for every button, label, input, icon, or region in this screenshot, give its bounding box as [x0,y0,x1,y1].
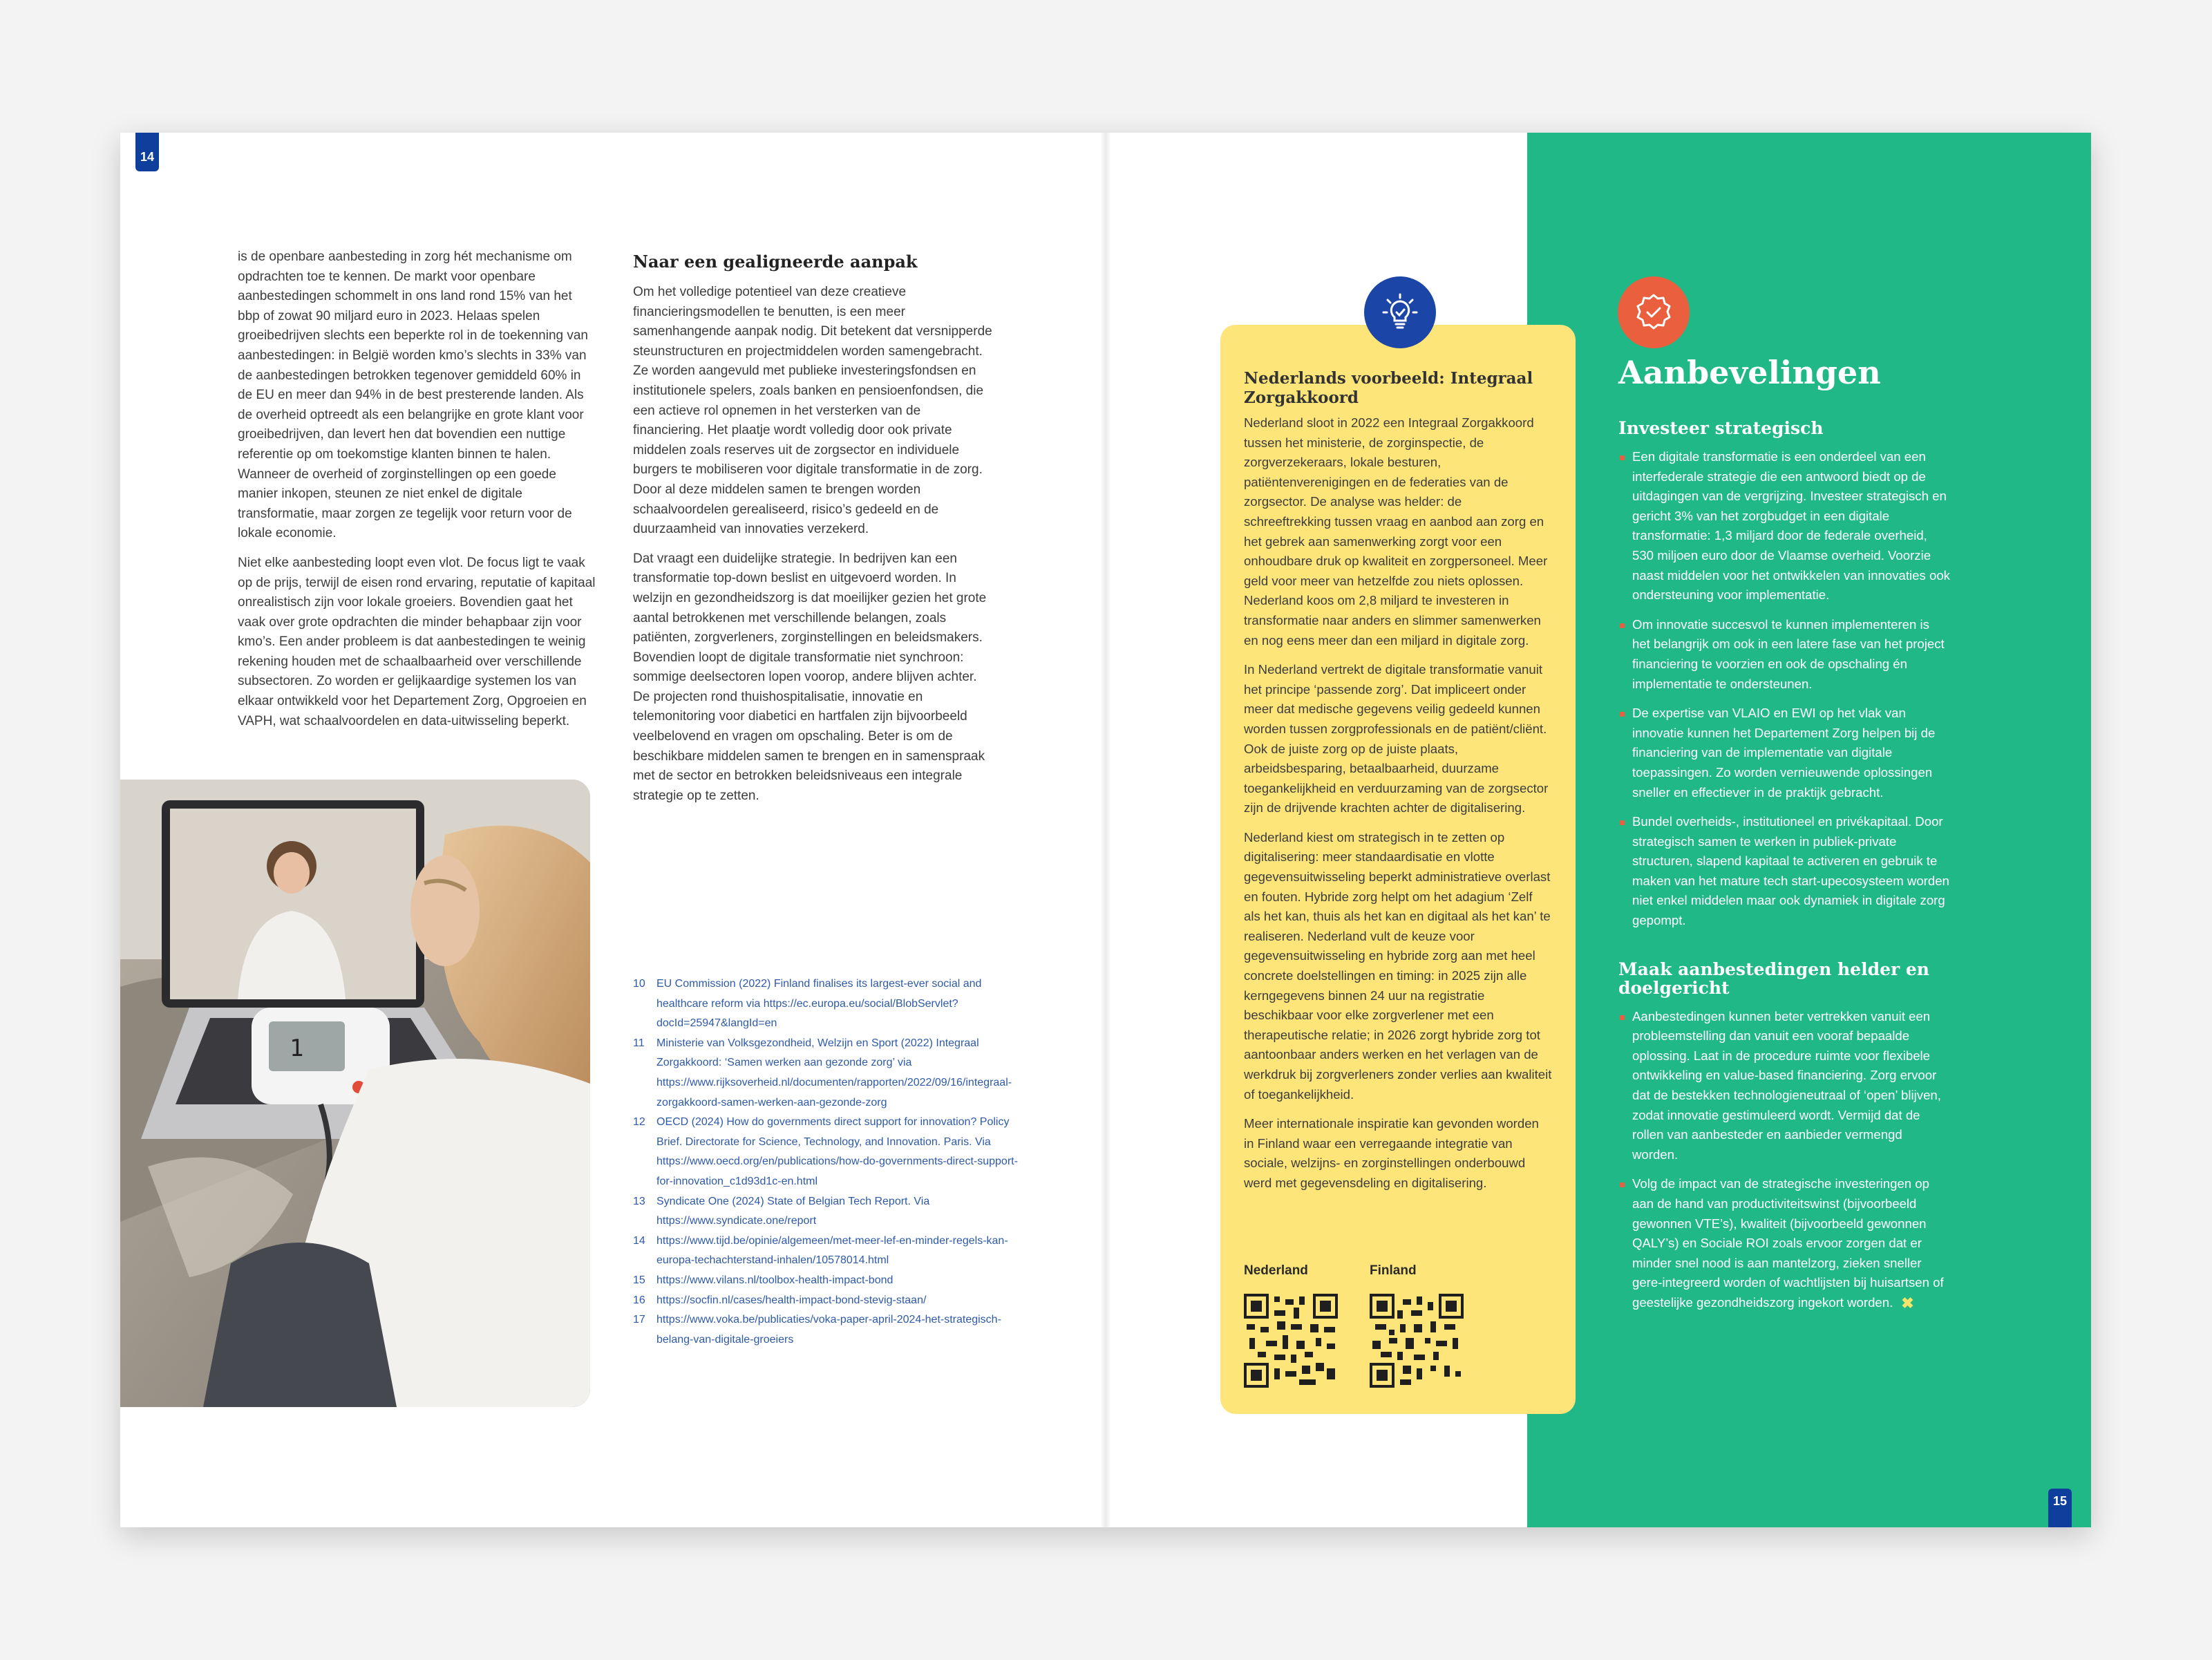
footnote-number: 12 [633,1116,645,1129]
recommendation-item: Een digitale transformatie is een onderdeel van een interfederale strategie die een antwoord biedt op de uitdagingen van de vergrijzing. Investeer strategisch en gericht 3% van het zorgbudget in een digitale transformatie: 1,3 miljard door de federale overheid, 530 miljoen euro door de Vlaamse overheid. Voorzie naast middelen voor het ontwikkelen van innovaties ook ondersteuning voor implementatie. [1618,447,1950,605]
left-page [120,133,1106,1527]
box-paragraph: Meer internationale inspiratie kan gevonden worden in Finland waar een verregaande integratie van sociale, welzijns- en zorginstellingen onderbouwd werd met gegevensdeling en digitalisering. [1244,1116,1539,1190]
footnote-text[interactable]: Syndicate One (2024) State of Belgian Tech Report. Via https://www.syndicate.one/report [656,1195,930,1227]
footnote [633,1271,1020,1291]
footnote [633,1232,1020,1271]
recommendation-item: Om innovatie succesvol te kunnen implementeren is het belangrijk om ook in een latere fase van het project financiering te voorzien en ook de opschaling én implementatie te ondersteunen. [1618,615,1950,694]
end-mark-icon: ✖ [1901,1294,1914,1312]
footnote-text[interactable]: https://www.voka.be/publicaties/voka-paper-april-2024-het-strategisch-belang-van-digitale-groeiers [656,1314,1001,1346]
footnote [633,1192,1020,1232]
qr-label-finland: Finland [1370,1263,1417,1278]
recommendations-title: Aanbevelingen [1618,354,1881,391]
right-page [1106,133,2091,1527]
magazine-spread [120,133,2091,1527]
footnote [633,1291,1020,1311]
footnote-text[interactable]: Ministerie van Volksgezondheid, Welzijn en Sport (2022) Integraal Zorgakkoord: ‘Samen werken aan gezonde zorg’ via https://www.rijksoverheid.nl/documenten/rapporten/2022/09/16/integraal-zorgakkoord-samen-werken-aan-gezonde-zorg [656,1037,1012,1109]
footnote-number: 11 [633,1037,645,1049]
footnote-text[interactable]: EU Commission (2022) Finland finalises its largest-ever social and healthcare reform via https://ec.europa.eu/social/BlobServlet?docId=25947&langId=en [656,978,982,1030]
qr-label-nederland: Nederland [1244,1263,1308,1278]
photo-illustration [120,780,590,1407]
example-box-title: Nederlands voorbeeld: Integraal Zorgakkoord [1244,369,1533,407]
footnote-number: 16 [633,1294,645,1306]
footnote-text[interactable]: https://socfin.nl/cases/health-impact-bond-stevig-staan/ [656,1294,927,1306]
footnote [633,1034,1020,1113]
recommendation-item: Bundel overheids-, institutioneel en privékapitaal. Door strategisch samen te werken in publiek-private structuren, slapend kapitaal te activeren en gebruik te maken van het mature tech start-upecosysteem worden niet enkel middelen maar ook dynamiek in digitale zorg gepompt. [1618,812,1950,931]
page-number-right: 15 [2048,1489,2072,1527]
footnote-number: 17 [633,1314,645,1326]
body-paragraph: is de openbare aanbesteding in zorg hét mechanisme om opdrachten toe te kennen. De markt voor openbare aanbestedingen schommelt in ons land rond 15% van het bbp of zowat 90 miljard euro in 2023. Helaas spelen groeibedrijven slechts een beperkte rol in de toekenning van aanbestedingen: in België worden kmo’s slechts in 33% van de aanbestedingen betrokken tegenover gemiddeld 60% in de EU en meer dan 94% in de best presterende landen. Als de overheid optreedt als een belangrijke en grote klant voor groeibedrijven, dan levert hen dat bovendien een nuttige referentie op om toekomstige klanten binnen te halen. Wanneer de overheid of zorginstellingen op een goede manier inkopen, steunen ze niet enkel de digitale transformatie, maar zorgen ze tegelijk voor return voor de lokale economie. [238,249,588,541]
recommendation-item: Aanbestedingen kunnen beter vertrekken vanuit een probleemstelling dan vanuit een vooraf bepaalde oplossing. Laat in de procedure ruimte voor flexibele ontwikkeling en value-based financiering. Zorg ervoor dat de bestekken technologieneutraal of ‘open’ blijven, zodat innovatie gestimuleerd wordt. Vermijd dat de rollen van aanbesteder en aanbieder vermengd worden. [1618,1007,1950,1165]
footnote-text[interactable]: https://www.vilans.nl/toolbox-health-impact-bond [656,1274,894,1286]
qr-code-finland[interactable] [1370,1294,1464,1388]
recommendation-text: Volg de impact van de strategische investeringen op aan de hand van productiviteitswinst (bijvoorbeeld gewonnen VTE’s), kwaliteit (bijvoorbeeld gewonnen QALY’s) en Sociale ROI zoals ervoor zorgen dat er minder snel nood is aan mantelzorg, zieken sneller gere-integreerd worden of wachtlijsten bij huisartsen of geestelijke gezondheidszorg ingekort worden. [1632,1176,1944,1310]
footnote-text[interactable]: https://www.tijd.be/opinie/algemeen/met-meer-lef-en-minder-regels-kan-europa-techachterstand-inhalen/10578014.html [656,1234,1008,1267]
recommendation-heading: Investeer strategisch [1618,418,1824,438]
box-paragraph: Nederland kiest om strategisch in te zetten op digitalisering: meer standaardisatie en vlotte gegevensuitwisseling beperkt administratieve overlast en fouten. Hybride zorg helpt om het adagium ‘Zelf als het kan, thuis als het kan en digitaal als het kan’ te realiseren. Nederland vult de keuze voor gegevensuitwisseling en hybride zorg aan met heel concrete doelstellingen en timing: in 2025 zijn alle kerngegevens binnen 24 uur na registratie beschikbaar voor elke zorgverlener met een therapeutische relatie; in 2026 zorgt hybride zorg tot aantoonbaar anders werken en het verlagen van de werkdruk bij zorgverleners zonder verlies aan kwaliteit of toegankelijkheid. [1244,829,1552,1102]
recommendations [1618,354,1950,1323]
recommendation-item [1618,1174,1950,1313]
left-column-1 [238,247,597,731]
section-heading: Naar een gealigneerde aanpak [633,252,918,272]
footnote-number: 10 [633,978,645,990]
example-box [1220,325,1576,1414]
footnote-text[interactable]: OECD (2024) How do governments direct support for innovation? Policy Brief. Directorate for Science, Technology, and Innovation. Paris. Via https://www.oecd.org/en/publications/how-do-governments-direct-support-for-innovation_c1d93d1c-en.html [656,1116,1018,1187]
left-column-2 [633,252,992,806]
footnote-number: 13 [633,1195,645,1207]
qr-code-nederland[interactable] [1244,1294,1338,1388]
telehealth-photo [120,780,590,1407]
recommendation-list [1618,447,1950,931]
body-paragraph: Niet elke aanbesteding loopt even vlot. De focus ligt te vaak op de prijs, terwijl de eisen rond ervaring, reputatie of kapitaal onrealistisch zijn voor lokale groeiers. Bovendien gaat het vaak over grote opdrachten die minder behapbaar zijn voor kmo’s. Een ander probleem is dat aanbestedingen te weinig rekening houden met de schaalbaarheid over verschillende subsectoren. Zo worden er gelijkaardige systemen los van elkaar ontwikkeld voor het Departement Zorg, Opgroeien en VAPH, wat schaalvoordelen en data-uitwisseling beperkt. [238,555,596,728]
recommendation-heading: Maak aanbestedingen helder en doelgericht [1618,959,1929,998]
svg-text:1: 1 [290,1035,304,1062]
footnote [633,1310,1020,1350]
page-number-left: 14 [135,133,159,171]
spine-gutter [1100,133,1111,1527]
body-paragraph: Dat vraagt een duidelijke strategie. In bedrijven kan een transformatie top-down beslist en uitgevoerd worden. In welzijn en gezondheidszorg is dat moeilijker gezien het grote aantal betrokkenen met verschillende belangen, zoals patiënten, zorgverleners, zorginstellingen en beleidsmakers. Bovendien loopt de digitale transformatie niet synchroon: sommige deelsectoren lopen voorop, andere blijven achter. De projecten rond thuishospitalisatie, innovatie en telemonitoring voor diabetici en hartfalen zijn bijvoorbeeld veelbelovend en vragen om opschaling. Beter is om de beschikbare middelen samen te brengen en in samenspraak met de sector en betrokken beleidsniveaus een integrale strategie op te zetten. [633,551,987,803]
footnote [633,974,1020,1034]
recommendation-list [1618,1007,1950,1314]
body-paragraph: Om het volledige potentieel van deze creatieve financieringsmodellen te benutten, is een meer samenhangende aanpak nodig. Dit betekent dat versnipperde steunstructuren en projectmiddelen worden samengebracht. Ze worden aangevuld met publieke investeringsfondsen en institutionele spelers, zoals banken en pensioenfondsen, die een actieve rol opnemen in het versterken van de financiering. Het plaatje wordt volledig door ook private middelen zoals reserves uit de zorgsector en individuele burgers te mobiliseren voor digitale transformatie in de zorg. Door al deze middelen samen te brengen worden schaalvoordelen gerealiseerd, risico’s gedeeld en de duurzaamheid van innovaties verzekerd. [633,285,992,537]
box-paragraph: In Nederland vertrekt de digitale transformatie vanuit het principe ‘passende zorg’. Dat impliceert onder meer dat medische gegevens veilig gedeeld kunnen worden tussen zorgprofessionals en de patiënt/cliënt. Ook de juiste zorg op de juiste plaats, arbeidsbesparing, betaalbaarheid, duurzame toegankelijkheid en verduurzaming van de zorgsector zijn de drijvende krachten achter de digitalisering. [1244,662,1549,815]
approval-seal-icon [1618,276,1690,348]
footnotes [633,974,1020,1350]
footnote [633,1113,1020,1191]
box-paragraph: Nederland sloot in 2022 een Integraal Zorgakkoord tussen het ministerie, de zorginspectie, de zorgverzekeraars, lokale besturen, patiëntenverenigingen en de federaties van de zorgsector. De analyse was helder: de schreeftrekking tussen vraag en aanbod aan zorg en het gebrek aan samenwerking zorgt voor een onhoudbare druk op kwaliteit en zorgpersoneel. Meer geld voor meer van hetzelfde zou niets oplossen. Nederland koos om 2,8 miljard te investeren in transformatie naar anders en slimmer samenwerken en nog eens meer dan een miljard in digitale zorg. [1244,415,1548,648]
recommendation-item: De expertise van VLAIO en EWI op het vlak van innovatie kunnen het Departement Zorg helpen bij de financiering van de implementatie van digitale toepassingen. Zo worden vernieuwende oplossingen sneller en effectiever in de praktijk gebracht. [1618,704,1950,802]
lightbulb-icon [1364,276,1436,348]
footnote-number: 14 [633,1234,645,1247]
footnote-number: 15 [633,1274,645,1286]
